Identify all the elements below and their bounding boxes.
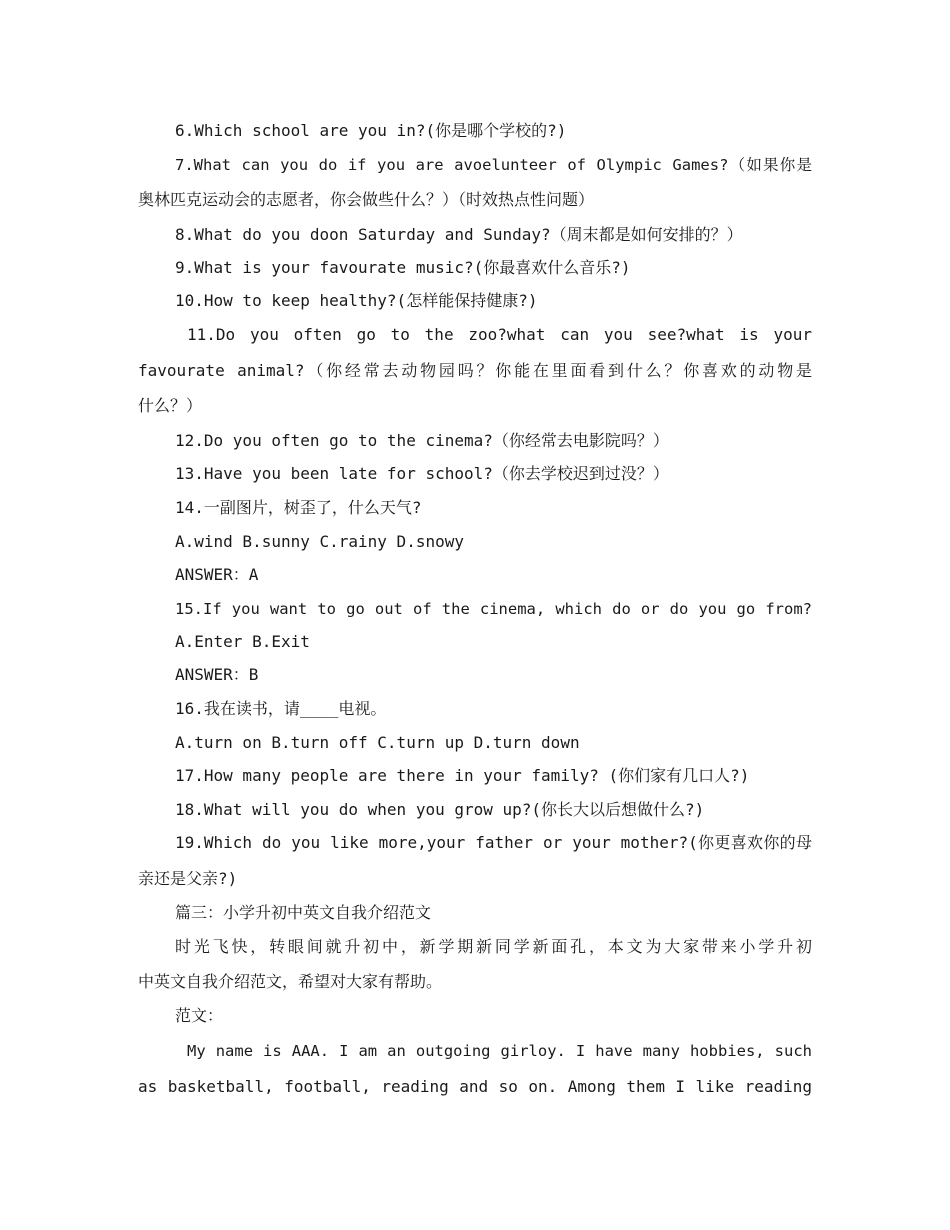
text-line: 时光飞快，转眼间就升初中，新学期新同学新面孔，本文为大家带来小学升初 — [175, 937, 812, 956]
text-line: ANSWER：B — [175, 665, 259, 684]
text-line: as basketball, football, reading and so on. Among them I like reading — [138, 1077, 812, 1096]
text-line: 13.Have you been late for school?（你去学校迟到过没？） — [175, 464, 669, 483]
text-line: 中英文自我介绍范文，希望对大家有帮助。 — [138, 972, 443, 991]
text-line: 14.一副图片，树歪了，什么天气? — [175, 498, 422, 517]
text-line: 7.What can you do if you are avoelunteer of Olympic Games?（如果你是 — [175, 156, 812, 174]
text-line: 8.What do you doon Saturday and Sunday?（周末都是如何安排的？） — [175, 225, 743, 244]
text-line: A.Enter B.Exit — [175, 632, 310, 651]
text-line: 12.Do you often go to the cinema?（你经常去电影院吗？） — [175, 431, 669, 450]
text-line: 亲还是父亲?) — [138, 869, 238, 888]
text-line: ANSWER：A — [175, 565, 259, 584]
text-line: 9.What is your favourate music?(你最喜欢什么音乐?) — [175, 258, 631, 277]
text-line: 19.Which do you like more,your father or your mother?(你更喜欢你的母 — [175, 833, 812, 852]
text-line: favourate animal?（你经常去动物园吗？你能在里面看到什么？你喜欢的动物是 — [138, 361, 812, 380]
text-line: 16.我在读书，请____电视。 — [175, 699, 387, 718]
text-line: A.wind B.sunny C.rainy D.snowy — [175, 532, 464, 551]
section-heading: 篇三：小学升初中英文自我介绍范文 — [175, 903, 432, 922]
text-line: 11.Do you often go to the zoo?what can you see?what is your — [187, 325, 812, 344]
text-line: 17.How many people are there in your family? (你们家有几口人?) — [175, 766, 750, 785]
text-line: 15.If you want to go out of the cinema, which do or do you go from? — [175, 600, 812, 618]
text-line: 范文： — [175, 1006, 224, 1025]
text-line: 18.What will you do when you grow up?(你长大以后想做什么?) — [175, 800, 705, 819]
text-line: 奥林匹克运动会的志愿者，你会做些什么？）（时效热点性问题） — [138, 190, 595, 209]
text-line: 6.Which school are you in?(你是哪个学校的?) — [175, 121, 567, 140]
text-line: A.turn on B.turn off C.turn up D.turn down — [175, 733, 580, 752]
text-line: My name is AAA. I am an outgoing girloy. I have many hobbies, such — [187, 1042, 812, 1060]
text-line: 10.How to keep healthy?(怎样能保持健康?) — [175, 291, 538, 310]
text-line: 什么？） — [138, 396, 203, 415]
